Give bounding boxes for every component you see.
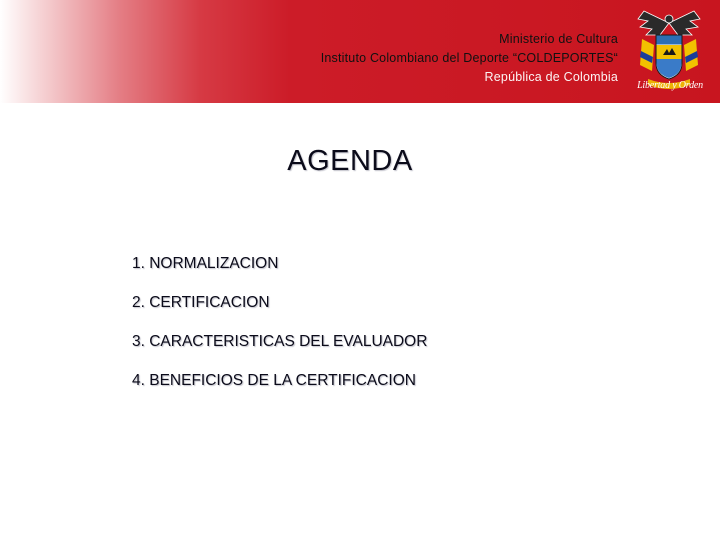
country-name: República de Colombia <box>484 70 618 84</box>
motto-text: Libertad y Orden <box>637 80 703 91</box>
header-banner <box>0 0 720 103</box>
header-text <box>321 30 618 87</box>
agenda-item: 2. CERTIFICACION <box>132 294 270 311</box>
agenda-item: 4. BENEFICIOS DE LA CERTIFICACION <box>132 372 416 389</box>
page-title: AGENDA <box>287 145 413 177</box>
agenda-list <box>132 254 427 410</box>
institute-name: Instituto Colombiano del Deporte “COLDEPORTES“ <box>320 51 618 65</box>
agenda-item: 1. NORMALIZACION <box>132 255 279 272</box>
ministry-name: Ministerio de Cultura <box>499 32 618 46</box>
agenda-item: 3. CARACTERISTICAS DEL EVALUADOR <box>132 333 428 350</box>
